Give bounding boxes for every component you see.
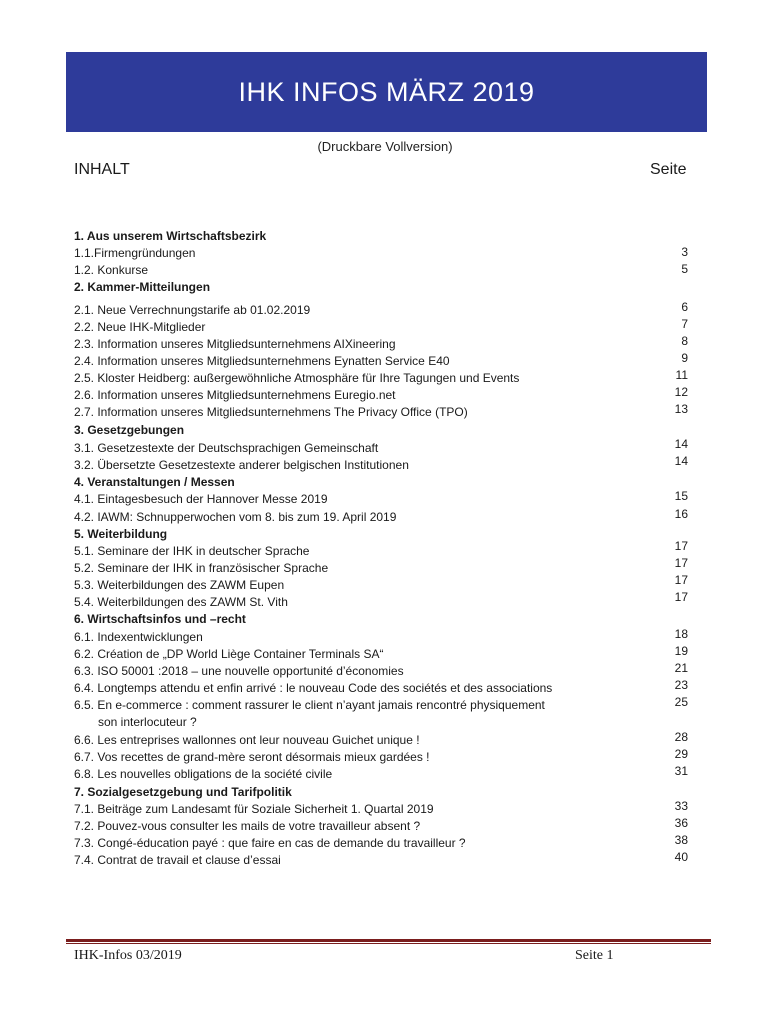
subtitle: (Druckbare Vollversion) bbox=[317, 139, 453, 154]
toc-entry-title: 2.6. Information unseres Mitgliedsunternehmens Euregio.net bbox=[74, 388, 396, 402]
toc-entry-title: 7.3. Congé-éducation payé : que faire en cas de demande du travailleur ? bbox=[74, 836, 466, 850]
toc-entry-title: 7. Sozialgesetzgebung und Tarifpolitik bbox=[74, 785, 292, 799]
toc-entry-page: 3 bbox=[681, 245, 688, 259]
toc-entry-title: 6.2. Création de „DP World Liège Container Terminals SA“ bbox=[74, 647, 384, 661]
toc-entry-page: 11 bbox=[675, 368, 688, 382]
toc-entry-page: 40 bbox=[674, 850, 688, 864]
toc-entry-title: 3.1. Gesetzestexte der Deutschsprachigen Gemeinschaft bbox=[74, 441, 379, 455]
toc-entry-page: 31 bbox=[674, 764, 688, 778]
toc-entry-page: 14 bbox=[674, 454, 688, 468]
toc-entry-title: 6.3. ISO 50001 :2018 – une nouvelle opportunité d’économies bbox=[74, 664, 404, 678]
toc-entry-page: 14 bbox=[674, 437, 688, 451]
toc-entry-title: 6.1. Indexentwicklungen bbox=[74, 630, 203, 644]
toc-entry-title: 4.1. Eintagesbesuch der Hannover Messe 2019 bbox=[74, 492, 328, 506]
toc-entry-title: 2.4. Information unseres Mitgliedsunternehmens Eynatten Service E40 bbox=[74, 354, 450, 368]
toc-entry-title: 4.2. IAWM: Schnupperwochen vom 8. bis zum 19. April 2019 bbox=[74, 510, 397, 524]
toc-entry-title: son interlocuteur ? bbox=[98, 715, 197, 729]
toc-entry-title: 6.7. Vos recettes de grand-mère seront désormais mieux gardées ! bbox=[74, 750, 430, 764]
toc-entry-page: 38 bbox=[674, 833, 688, 847]
page-column-heading: Seite bbox=[650, 161, 687, 178]
footer-rule bbox=[66, 939, 711, 942]
page-title: IHK INFOS MÄRZ 2019 bbox=[238, 76, 535, 107]
toc-entry-title: 5.4. Weiterbildungen des ZAWM St. Vith bbox=[74, 595, 288, 609]
toc-entry-page: 21 bbox=[674, 661, 688, 675]
toc-entry-page: 17 bbox=[674, 556, 688, 570]
contents-heading: INHALT bbox=[74, 161, 130, 178]
toc-entry-page: 17 bbox=[674, 539, 688, 553]
toc-entry-title: 3.2. Übersetzte Gesetzestexte anderer belgischen Institutionen bbox=[74, 458, 409, 472]
toc-entry-page: 17 bbox=[674, 590, 688, 604]
toc-entry-page: 29 bbox=[674, 747, 688, 761]
toc-entry-page: 36 bbox=[674, 816, 688, 830]
toc-entry-title: 5. Weiterbildung bbox=[74, 527, 168, 541]
toc-entry-title: 2.5. Kloster Heidberg: außergewöhnliche Atmosphäre für Ihre Tagungen und Events bbox=[74, 371, 520, 385]
toc-entry-page: 6 bbox=[681, 300, 688, 314]
toc-entry-title: 2.7. Information unseres Mitgliedsunternehmens The Privacy Office (TPO) bbox=[74, 405, 468, 419]
footer-publication: IHK-Infos 03/2019 bbox=[74, 948, 182, 963]
toc-entry-page: 8 bbox=[681, 334, 688, 348]
toc-entry-title: 2.1. Neue Verrechnungstarife ab 01.02.2019 bbox=[74, 303, 311, 317]
toc-entry-page: 15 bbox=[674, 489, 688, 503]
toc-entry-title: 5.3. Weiterbildungen des ZAWM Eupen bbox=[74, 578, 285, 592]
toc-entry-title: 1.2. Konkurse bbox=[74, 263, 149, 277]
toc-entry-page: 19 bbox=[674, 644, 688, 658]
toc-entry-title: 6.6. Les entreprises wallonnes ont leur nouveau Guichet unique ! bbox=[74, 733, 420, 747]
toc-entry-page: 18 bbox=[674, 627, 688, 641]
toc-entry-page: 17 bbox=[674, 573, 688, 587]
toc-entry-page: 25 bbox=[674, 695, 688, 709]
title-banner bbox=[66, 52, 707, 132]
toc-entry-page: 13 bbox=[674, 402, 688, 416]
toc-entry-title: 1. Aus unserem Wirtschaftsbezirk bbox=[74, 229, 267, 243]
toc-entry-title: 7.4. Contrat de travail et clause d’essai bbox=[74, 853, 281, 867]
toc-entry-title: 4. Veranstaltungen / Messen bbox=[74, 475, 235, 489]
footer-page-number: Seite 1 bbox=[575, 948, 614, 963]
toc-entry-page: 12 bbox=[674, 385, 688, 399]
toc-entry-title: 2. Kammer-Mitteilungen bbox=[74, 280, 211, 294]
toc-entry-page: 28 bbox=[674, 730, 688, 744]
toc-entry-page: 33 bbox=[674, 799, 688, 813]
toc-entry-title: 2.3. Information unseres Mitgliedsunternehmens AIXineering bbox=[74, 337, 396, 351]
toc-entry-page: 5 bbox=[681, 262, 688, 276]
footer-rule-thin bbox=[66, 943, 711, 944]
toc-entry-title: 7.2. Pouvez-vous consulter les mails de votre travailleur absent ? bbox=[74, 819, 421, 833]
toc-entry-title: 1.1.Firmengründungen bbox=[74, 246, 196, 260]
toc-entry-title: 6.8. Les nouvelles obligations de la société civile bbox=[74, 767, 333, 781]
toc-entry-title: 5.2. Seminare der IHK in französischer Sprache bbox=[74, 561, 329, 575]
toc-entry-title: 2.2. Neue IHK-Mitglieder bbox=[74, 320, 206, 334]
toc-entry-title: 6.5. En e-commerce : comment rassurer le client n’ayant jamais rencontré physiquement bbox=[74, 698, 545, 712]
toc-entry-title: 6. Wirtschaftsinfos und –recht bbox=[74, 612, 246, 626]
toc-entry-page: 23 bbox=[674, 678, 688, 692]
toc-entry-title: 5.1. Seminare der IHK in deutscher Sprache bbox=[74, 544, 310, 558]
toc-entry-title: 3. Gesetzgebungen bbox=[74, 423, 185, 437]
toc-entry-title: 7.1. Beiträge zum Landesamt für Soziale Sicherheit 1. Quartal 2019 bbox=[74, 802, 434, 816]
toc-entry-page: 9 bbox=[681, 351, 688, 365]
toc-entry-page: 7 bbox=[681, 317, 688, 331]
toc-entry-page: 16 bbox=[674, 507, 688, 521]
toc-entry-title: 6.4. Longtemps attendu et enfin arrivé : le nouveau Code des sociétés et des associations bbox=[74, 681, 553, 695]
